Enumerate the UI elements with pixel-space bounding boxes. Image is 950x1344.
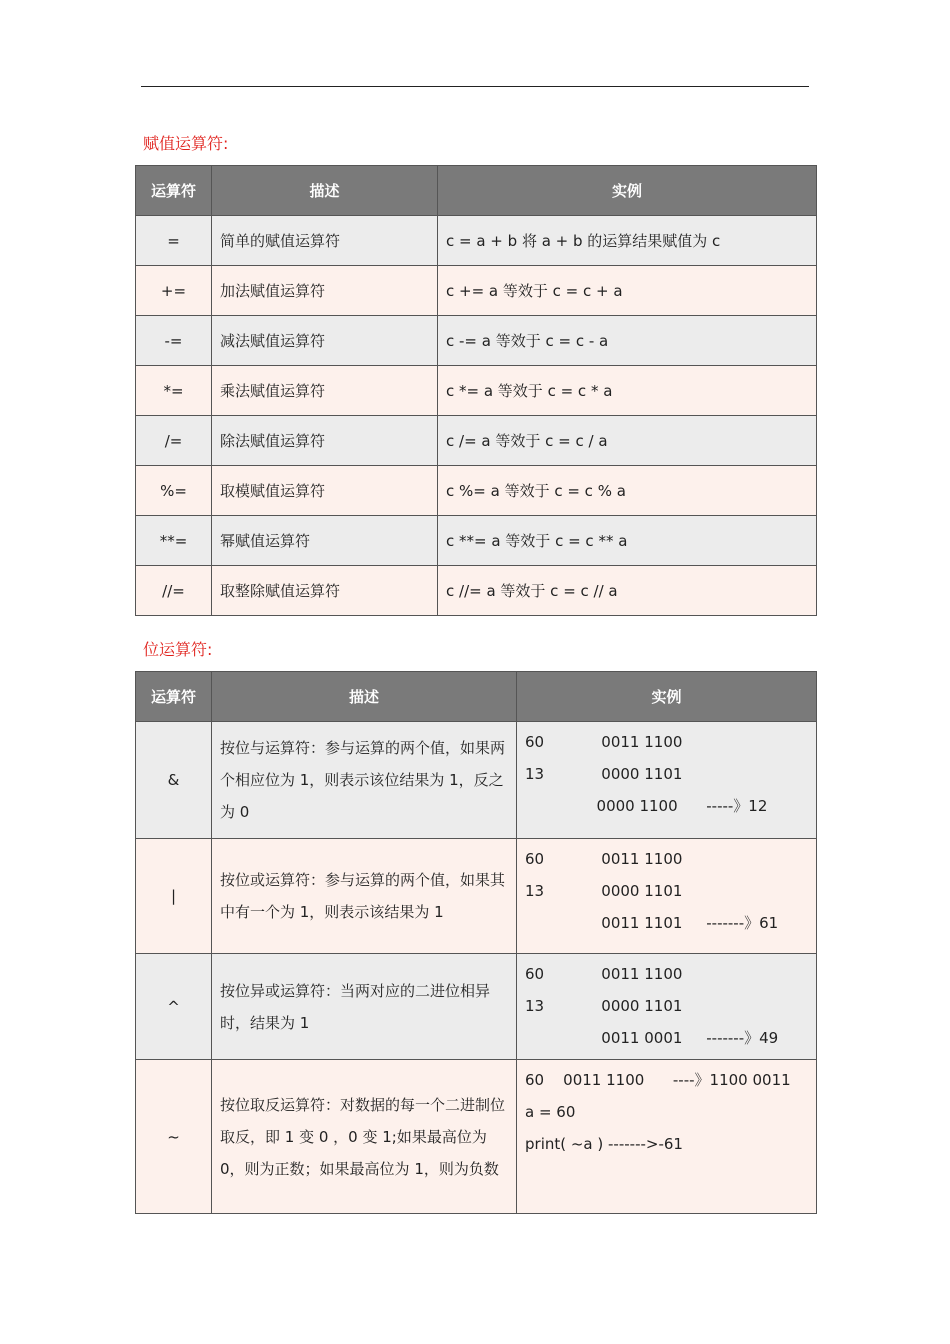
header-example: 实例 bbox=[517, 672, 817, 722]
table-row bbox=[136, 216, 817, 266]
operator-cell: //= bbox=[136, 566, 212, 616]
operator-cell: | bbox=[136, 839, 212, 954]
example-line: 60 0011 1100 ----》1100 0011 bbox=[525, 1071, 791, 1089]
description-cell: 乘法赋值运算符 bbox=[212, 366, 438, 416]
table-row bbox=[136, 722, 817, 839]
table-row bbox=[136, 366, 817, 416]
top-rule bbox=[141, 86, 809, 87]
example-line: print( ~a ) ------->-61 bbox=[525, 1135, 683, 1153]
table-row bbox=[136, 266, 817, 316]
example-cell: c += a 等效于 c = c + a bbox=[438, 266, 817, 316]
operator-cell: += bbox=[136, 266, 212, 316]
table-row bbox=[136, 466, 817, 516]
example-line: 0011 0001 -------》49 bbox=[525, 1029, 779, 1047]
operator-cell: /= bbox=[136, 416, 212, 466]
operator-cell: & bbox=[136, 722, 212, 839]
description-cell: 取模赋值运算符 bbox=[212, 466, 438, 516]
example-cell: c /= a 等效于 c = c / a bbox=[438, 416, 817, 466]
example-cell bbox=[517, 954, 817, 1060]
description-cell: 取整除赋值运算符 bbox=[212, 566, 438, 616]
example-cell: c -= a 等效于 c = c - a bbox=[438, 316, 817, 366]
table-header-row bbox=[136, 672, 817, 722]
section-title-assignment: 赋值运算符: bbox=[143, 134, 229, 153]
example-cell: c **= a 等效于 c = c ** a bbox=[438, 516, 817, 566]
example-line: 13 0000 1101 bbox=[525, 997, 683, 1015]
operator-cell: -= bbox=[136, 316, 212, 366]
example-cell bbox=[517, 839, 817, 954]
description-cell: 按位或运算符：参与运算的两个值，如果其中有一个为 1，则表示该结果为 1 bbox=[212, 839, 517, 954]
header-description: 描述 bbox=[212, 166, 438, 216]
description-cell: 按位取反运算符：对数据的每一个二进制位取反，即 1 变 0 ，0 变 1;如果最高位为 0，则为正数；如果最高位为 1，则为负数 bbox=[212, 1060, 517, 1214]
table-header-row bbox=[136, 166, 817, 216]
operator-cell: ~ bbox=[136, 1060, 212, 1214]
section-title-bitwise: 位运算符: bbox=[143, 640, 213, 659]
table-row bbox=[136, 516, 817, 566]
assignment-operators-table bbox=[135, 165, 817, 616]
table-row bbox=[136, 954, 817, 1060]
example-line: 0000 1100 -----》12 bbox=[525, 797, 768, 815]
example-cell: c *= a 等效于 c = c * a bbox=[438, 366, 817, 416]
example-line: 13 0000 1101 bbox=[525, 882, 683, 900]
example-cell: c //= a 等效于 c = c // a bbox=[438, 566, 817, 616]
table-row bbox=[136, 839, 817, 954]
table-row bbox=[136, 316, 817, 366]
example-cell: c %= a 等效于 c = c % a bbox=[438, 466, 817, 516]
table-row bbox=[136, 416, 817, 466]
operator-cell: ^ bbox=[136, 954, 212, 1060]
description-cell: 按位异或运算符：当两对应的二进位相异时，结果为 1 bbox=[212, 954, 517, 1060]
description-cell: 幂赋值运算符 bbox=[212, 516, 438, 566]
header-example: 实例 bbox=[438, 166, 817, 216]
table-row bbox=[136, 566, 817, 616]
example-line: 60 0011 1100 bbox=[525, 733, 683, 751]
example-line: a = 60 bbox=[525, 1103, 576, 1121]
example-cell bbox=[517, 1060, 817, 1214]
example-cell bbox=[517, 722, 817, 839]
example-line: 0011 1101 -------》61 bbox=[525, 914, 779, 932]
description-cell: 按位与运算符：参与运算的两个值，如果两个相应位为 1，则表示该位结果为 1，反之为 0 bbox=[212, 722, 517, 839]
table-row bbox=[136, 1060, 817, 1214]
bitwise-operators-table bbox=[135, 671, 817, 1214]
header-operator: 运算符 bbox=[136, 166, 212, 216]
example-cell: c = a + b 将 a + b 的运算结果赋值为 c bbox=[438, 216, 817, 266]
operator-cell: %= bbox=[136, 466, 212, 516]
description-cell: 加法赋值运算符 bbox=[212, 266, 438, 316]
example-line: 60 0011 1100 bbox=[525, 965, 683, 983]
description-cell: 除法赋值运算符 bbox=[212, 416, 438, 466]
operator-cell: **= bbox=[136, 516, 212, 566]
operator-cell: = bbox=[136, 216, 212, 266]
header-description: 描述 bbox=[212, 672, 517, 722]
description-cell: 简单的赋值运算符 bbox=[212, 216, 438, 266]
operator-cell: *= bbox=[136, 366, 212, 416]
example-line: 13 0000 1101 bbox=[525, 765, 683, 783]
header-operator: 运算符 bbox=[136, 672, 212, 722]
example-line: 60 0011 1100 bbox=[525, 850, 683, 868]
description-cell: 减法赋值运算符 bbox=[212, 316, 438, 366]
